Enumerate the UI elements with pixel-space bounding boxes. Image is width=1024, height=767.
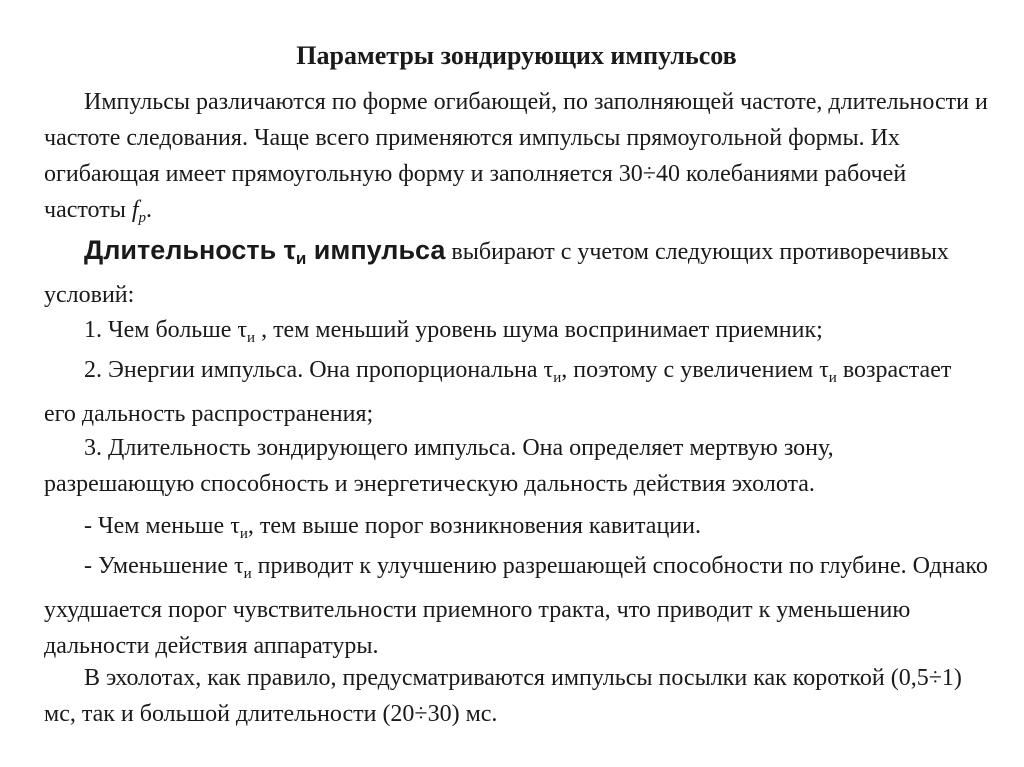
paragraph-text: Импульсы различаются по форме огибающей, по заполняющей частоте, длительности и частоте следования. Чаще всего применяются импульсы прямоугольной формы. Их огибающая имеет прямоугольную форму и заполняется 30÷40 колебаниями рабочей частоты: [44, 89, 988, 223]
list-item-text: 2. Энергии импульса. Она пропорциональна τ: [84, 357, 554, 383]
dash-item-cavitation: [44, 508, 989, 552]
paragraph-pulse-types: [44, 84, 989, 236]
dash-item-text: - Чем меньше τ: [84, 513, 240, 539]
dash-item-text: - Уменьшение τ: [84, 553, 244, 579]
duration-heading-rest: импульса: [306, 235, 446, 265]
list-item-text-mid: , поэтому с увеличением τ: [561, 357, 829, 383]
frequency-subscript: p: [138, 210, 147, 226]
tau-subscript: и: [553, 370, 562, 386]
list-item-2: [44, 352, 989, 432]
paragraph-end: .: [146, 197, 153, 223]
tau-subscript: и: [295, 249, 307, 268]
tau-subscript: и: [828, 370, 837, 386]
list-item-text-rest: возрастает его дальность распространения;: [44, 357, 952, 427]
dash-item-text-rest: , тем выше порог возникновения кавитации.: [247, 513, 701, 539]
paragraph-echo-sounders: В эхолотах, как правило, предусматриваются импульсы посылки как короткой (0,5÷1) мс, так и большой длительности (20÷30) мс.: [44, 665, 962, 727]
tau-subscript: и: [243, 566, 252, 582]
paragraph-duration: [44, 232, 989, 313]
slide-title: Параметры зондирующих импульсов: [296, 41, 737, 70]
paragraph-text: выбирают с учетом следующих противоречивых условий:: [44, 239, 949, 308]
list-item-text-rest: , тем меньший уровень шума воспринимает приемник;: [255, 317, 823, 343]
slide: [44, 0, 989, 767]
list-item-1: [44, 312, 989, 356]
list-item-3: 3. Длительность зондирующего импульса. Она определяет мертвую зону, разрешающую способность и энергетическую дальность действия эхолота.: [44, 435, 834, 497]
tau-subscript: и: [247, 330, 256, 346]
frequency-symbol: f: [131, 197, 139, 223]
dash-item-resolution: [44, 548, 989, 664]
list-item-text: 1. Чем больше τ: [84, 317, 248, 343]
tau-subscript: и: [239, 526, 248, 542]
duration-heading: [84, 235, 446, 268]
dash-item-text-rest: приводит к улучшению разрешающей способности по глубине. Однако ухудшается порог чувствительности приемного тракта, что приводит к уменьшению дальности действия аппаратуры.: [44, 553, 988, 659]
duration-heading-text: Длительность τ: [84, 235, 296, 265]
